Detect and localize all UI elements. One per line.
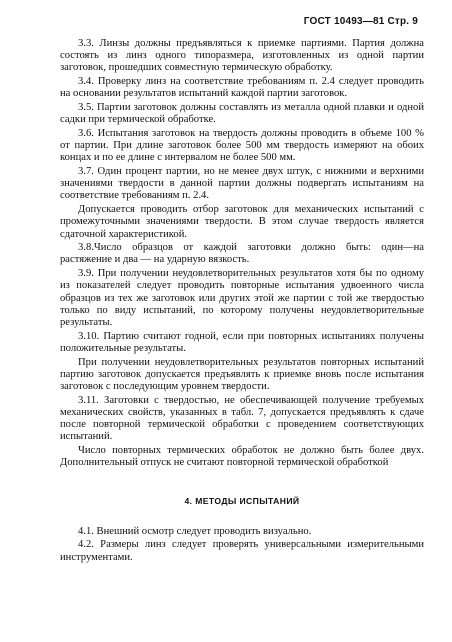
document-body [60, 38, 424, 565]
section-title: 4. МЕТОДЫ ИСПЫТАНИЙ [184, 496, 300, 507]
paragraph-3-11: 3.11. Заготовки с твердостью, не обеспечивающей получение требуемых механических свойств, указанных в табл. 7, допускается предъявлять к сдаче после повторной термической обработки с проведением соответствующих испытаний. [60, 394, 424, 443]
paragraph-3-10-note: При получении неудовлетворительных результатов повторных испытаний партию заготовок допускается предъявлять к приемке вновь после испытания заготовок с последующим уровнем твердости. [60, 356, 424, 392]
paragraph-4-2: 4.2. Размеры линз следует проверять универсальными измерительными инструментами. [60, 539, 424, 563]
paragraph-3-11-note: Число повторных термических обработок не должно быть более двух. Дополнительный отпуск не считают повторной термической обработкой [60, 445, 424, 469]
paragraph-3-9: 3.9. При получении неудовлетворительных результатов хотя бы по одному из показателей следует проводить повторные испытания удвоенного числа образцов из тех же заготовок или других этой же партии с той же твердостью только по виду испытаний, по которому получены неудовлетворительные результаты. [60, 268, 424, 328]
paragraph-4-1: 4.1. Внешний осмотр следует проводить визуально. [78, 525, 312, 537]
paragraph-3-5: 3.5. Партии заготовок должны составлять из металла одной плавки и одной садки при термической обработке. [60, 102, 424, 126]
paragraph-3-4: 3.4. Проверку линз на соответствие требованиям п. 2.4 следует проводить на основании результатов испытаний каждой партии заготовок. [60, 76, 424, 100]
paragraph-3-6: 3.6. Испытания заготовок на твердость должны проводить в объеме 100 % от партии. При длине заготовок более 500 мм твердость измеряют на обоих концах и по ее длине с интервалом не более 500 мм. [60, 127, 424, 164]
paragraph-3-3: 3.3. Линзы должны предъявляться к приемке партиями. Партия должна состоять из линз одного типоразмера, изготовленных из одной партии заготовок, прошедших совместную термическую обработку. [60, 38, 424, 74]
page-header: ГОСТ 10493—81 Стр. 9 [303, 16, 418, 27]
paragraph-3-8: 3.8.Число образцов от каждой заготовки должно быть: один—на растяжение и два — на ударную вязкость. [60, 242, 424, 266]
paragraph-3-10: 3.10. Партию считают годной, если при повторных испытаниях получены положительные результаты. [60, 330, 424, 354]
paragraph-3-7-note: Допускается проводить отбор заготовок для механических испытаний с промежуточными значениями твердости. В этом случае твердость является сдаточной характеристикой. [60, 204, 424, 240]
paragraph-3-7: 3.7. Один процент партии, но не менее двух штук, с нижними и верхними значениями твердости в данной партии должны подвергать испытаниям на соответствие требованиям п. 2.4. [60, 166, 424, 202]
